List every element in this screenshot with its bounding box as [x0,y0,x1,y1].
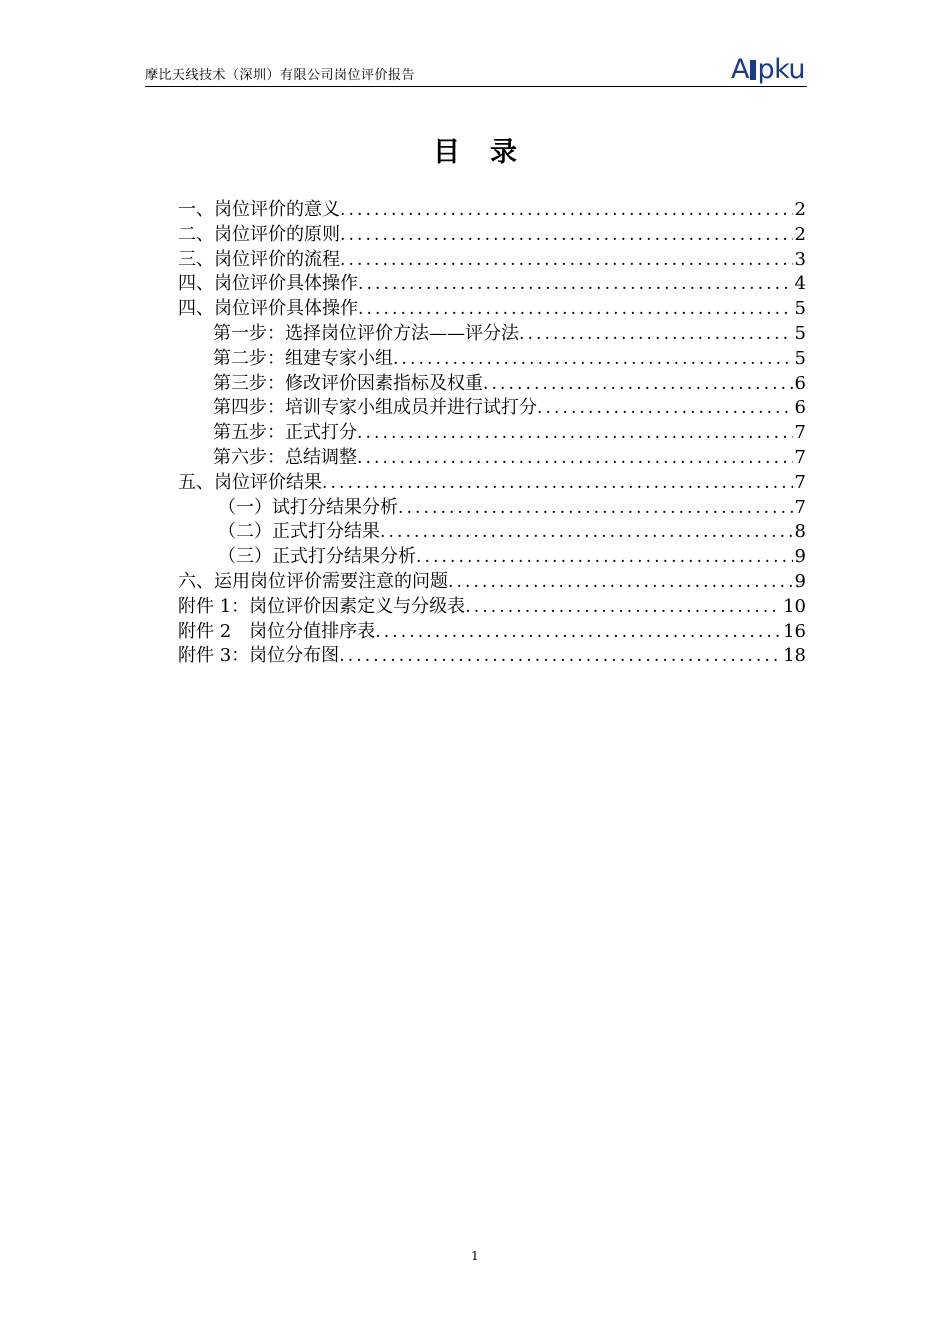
header-title: 摩比天线技术（深圳）有限公司岗位评价报告 [145,68,416,83]
toc-entry-page: 6 [794,372,806,394]
toc-entry-page: 5 [794,347,806,369]
toc-entry-text: 五、岗位评价结果 [178,471,322,493]
toc-entry[interactable] [178,396,806,421]
toc-entry-page: 5 [794,298,806,320]
toc-entry-page: 9 [794,546,806,568]
toc-entry-page: 7 [794,496,806,518]
toc-dot-leader [519,322,793,347]
toc-entry-text: 附件 1：岗位评价因素定义与分级表 [178,595,466,617]
toc-entry-text: （二）正式打分结果 [218,521,380,543]
toc-entry-page: 5 [794,322,806,344]
toc-entry[interactable] [178,570,806,595]
toc-entry[interactable] [178,545,806,570]
toc-entry-text: 四、岗位评价具体操作 [178,298,358,320]
toc-entry-text: 三、岗位评价的流程 [178,248,340,270]
toc-dot-leader [393,347,793,372]
toc-entry-text: （一）试打分结果分析 [218,496,398,518]
toc-entry-page: 16 [783,620,806,642]
toc-entry-page: 2 [794,199,806,220]
toc-entry-text: 第六步：总结调整 [213,446,357,468]
toc-entry[interactable] [178,620,806,645]
toc-entry[interactable] [178,198,806,223]
toc-dot-leader [340,198,793,223]
toc-entry[interactable] [178,644,806,669]
toc-entry-page: 9 [794,570,806,592]
toc-dot-leader [357,446,793,471]
toc-entry-text: 一、岗位评价的意义 [178,199,340,220]
toc-entry-text: 四、岗位评价具体操作 [178,273,358,295]
toc-entry[interactable] [178,347,806,372]
toc-entry-text: 第一步：选择岗位评价方法——评分法 [213,322,519,344]
toc-dot-leader [380,520,793,545]
toc-entry[interactable] [178,272,806,297]
toc-entry[interactable] [178,297,806,322]
toc-dot-leader [375,620,781,645]
toc-entry-text: 第三步：修改评价因素指标及权重 [213,372,483,394]
toc-entry-page: 6 [794,397,806,419]
toc-dot-leader [340,248,793,273]
toc-entry[interactable] [178,595,806,620]
toc-entry[interactable] [178,520,806,545]
table-of-contents [178,198,806,669]
toc-entry-page: 4 [794,273,806,295]
toc-title: 目录 [433,137,547,168]
toc-entry-page: 7 [794,446,806,468]
toc-entry[interactable] [178,421,806,446]
toc-dot-leader [322,471,793,496]
page-header [145,54,807,87]
toc-dot-leader [398,496,793,521]
toc-entry-page: 18 [783,645,806,667]
toc-entry[interactable] [178,223,806,248]
toc-entry[interactable] [178,496,806,521]
toc-entry-page: 8 [794,521,806,543]
toc-entry-text: 六、运用岗位评价需要注意的问题 [178,570,448,592]
toc-entry-page: 3 [794,248,806,270]
toc-dot-leader [465,595,781,620]
toc-entry[interactable] [178,322,806,347]
company-logo [731,55,805,85]
toc-entry-page: 7 [794,422,806,444]
toc-entry-text: 附件 2 岗位分值排序表 [178,620,376,642]
logo-letters: pku [757,54,805,85]
toc-dot-leader [357,421,793,446]
page-number: 1 [471,1249,479,1263]
toc-dot-leader [340,223,793,248]
toc-entry-text: 附件 3：岗位分布图 [178,645,340,667]
toc-entry[interactable] [178,471,806,496]
toc-entry-page: 10 [783,595,806,617]
toc-dot-leader [358,272,793,297]
toc-dot-leader [416,545,793,570]
toc-entry-text: （三）正式打分结果分析 [218,546,416,568]
logo-letter-a: A [730,54,750,85]
toc-dot-leader [339,644,781,669]
toc-dot-leader [448,570,793,595]
toc-entry-text: 第四步：培训专家小组成员并进行试打分 [213,397,537,419]
toc-dot-leader [537,396,793,421]
toc-entry-text: 第五步：正式打分 [213,422,357,444]
toc-entry-page: 2 [794,223,806,245]
toc-entry-page: 7 [794,471,806,493]
logo-bar-mark [750,60,756,80]
toc-entry-text: 二、岗位评价的原则 [178,223,340,245]
toc-entry[interactable] [178,446,806,471]
toc-entry[interactable] [178,372,806,397]
toc-entry-text: 第二步：组建专家小组 [213,347,393,369]
toc-dot-leader [358,297,793,322]
toc-entry[interactable] [178,248,806,273]
toc-dot-leader [483,372,793,397]
